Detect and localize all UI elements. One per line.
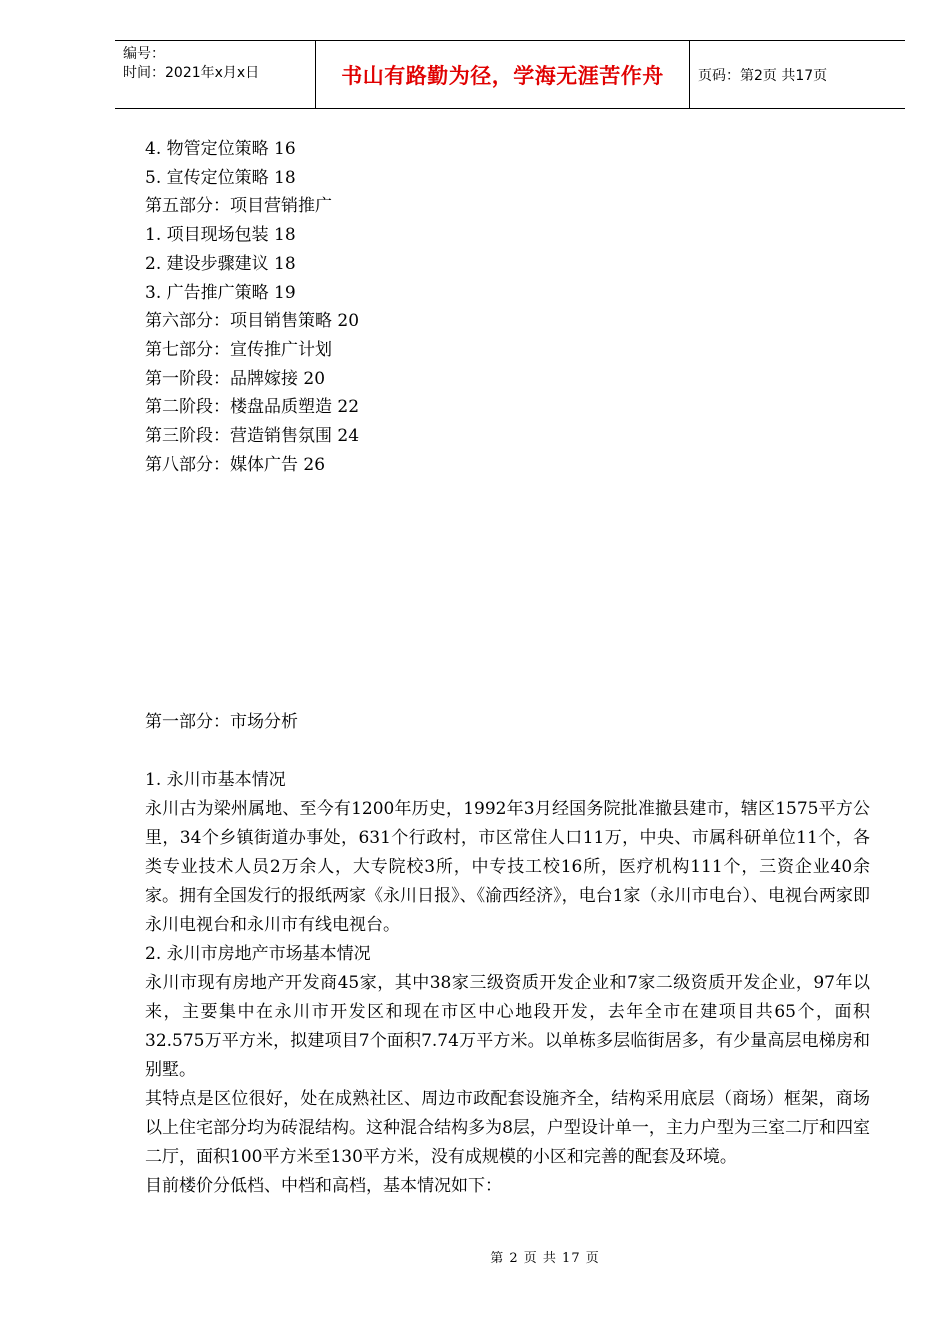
toc-item: 第六部分：项目销售策略 20 xyxy=(145,311,360,332)
toc-item: 3. 广告推广策略 19 xyxy=(145,282,296,303)
paragraph: 目前楼价分低档、中档和高档，基本情况如下： xyxy=(145,1176,502,1196)
toc-item: 第五部分：项目营销推广 xyxy=(145,196,332,217)
document-number: 编号： xyxy=(123,46,165,62)
page-footer: 第 2 页 共 17 页 xyxy=(490,1251,600,1266)
header-motto-cell xyxy=(316,41,690,108)
header-page-info: 页码：第2页 共17页 xyxy=(698,67,828,84)
page-header xyxy=(115,40,905,109)
toc-item: 第七部分：宣传推广计划 xyxy=(145,339,332,360)
toc-item: 2. 建设步骤建议 18 xyxy=(145,253,296,274)
header-meta xyxy=(115,41,316,108)
table-of-contents xyxy=(145,135,359,479)
toc-item: 第二阶段：楼盘品质塑造 22 xyxy=(145,397,360,418)
toc-item: 第一阶段：品牌嫁接 20 xyxy=(145,368,326,389)
toc-item: 第八部分：媒体广告 26 xyxy=(145,454,326,475)
toc-item: 1. 项目现场包装 18 xyxy=(145,225,296,246)
subheading: 1. 永川市基本情况 xyxy=(145,770,286,790)
header-motto: 书山有路勤为径，学海无涯苦作舟 xyxy=(341,63,664,88)
toc-item: 4. 物管定位策略 16 xyxy=(145,139,296,159)
document-date: 时间：2021年x月x日 xyxy=(123,65,260,81)
paragraph: 永川市现有房地产开发商45家，其中38家三级资质开发企业和7家二级资质开发企业，97年以来，主要集中在永川市开发区和现在市区中心地段开发，去年全市在建项目共65个，面积32.575万平方米，拟建项目7个面积7.74万平方米。以单栋多层临街居多，有少量高层电梯房和别墅。 xyxy=(145,973,870,1080)
paragraph: 永川古为梁州属地、至今有1200年历史，1992年3月经国务院批准撤县建市，辖区1575平方公里，34个乡镇街道办事处，631个行政村，市区常住人口11万，中央、市属科研单位11个，各类专业技术人员2万余人，大专院校3所，中专技工校16所，医疗机构111个，三资企业40余家。拥有全国发行的报纸两家《永川日报》、《渝西经济》，电台1家（永川市电台）、电视台两家即永川电视台和永川市有线电视台。 xyxy=(145,799,870,935)
toc-item: 第三阶段：营造销售氛围 24 xyxy=(145,426,360,447)
toc-item: 5. 宣传定位策略 18 xyxy=(145,167,296,188)
subheading: 2. 永川市房地产市场基本情况 xyxy=(145,944,371,964)
paragraph: 其特点是区位很好，处在成熟社区、周边市政配套设施齐全，结构采用底层（商场）框架，商场以上住宅部分均为砖混结构。这种混合结构多为8层，户型设计单一，主力户型为三室二厅和四室二厅，面积100平方米至130平方米，没有成规模的小区和完善的配套及环境。 xyxy=(145,1089,870,1167)
section-title: 第一部分：市场分析 xyxy=(145,712,298,732)
body-content xyxy=(145,766,870,1201)
header-page-info-cell xyxy=(690,41,905,108)
